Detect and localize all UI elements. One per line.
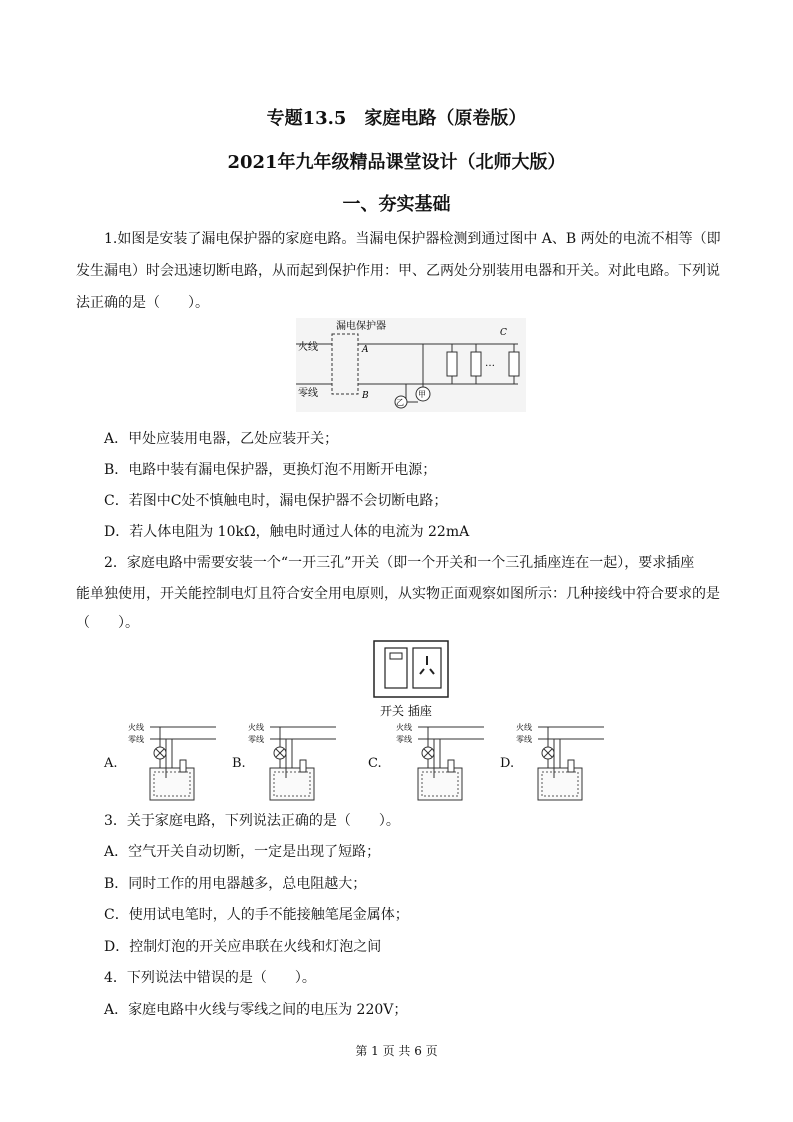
section-heading: 一、夯实基础 [342, 194, 451, 215]
q3-option-c: C．使用试电笔时，人的手不能接触笔尾金属体； [104, 907, 409, 923]
neutral-label: 零线 [248, 735, 264, 744]
choice-letter: D. [500, 756, 515, 771]
switch-socket-figure [373, 640, 449, 722]
q3-option-b: B．同时工作的用电器越多，总电阻越大； [104, 876, 367, 892]
wiring-diagram [396, 720, 486, 804]
q2-stem-line-3: （ ）。 [76, 615, 139, 631]
neutral-label: 零线 [516, 735, 532, 744]
live-label: 火线 [298, 342, 318, 353]
neutral-label: 零线 [396, 735, 412, 744]
q1-option-c: C．若图中C处不慎触电时，漏电保护器不会切断电路； [104, 493, 448, 509]
jia-label: 甲 [418, 390, 426, 399]
q4-option-a: A．家庭电路中火线与零线之间的电压为 220V； [104, 1002, 408, 1018]
q3-option-a: A．空气开关自动切断，一定是出现了短路； [104, 844, 381, 860]
q1-option-d: D．若人体电阻为 10kΩ，触电时通过人体的电流为 22mA [104, 524, 470, 540]
q1-option-b: B．电路中装有漏电保护器，更换灯泡不用断开电源； [104, 462, 437, 478]
q1-stem-line-2: 发生漏电）时会迅速切断电路，从而起到保护作用：甲、乙两处分别装用电器和开关。对此电路。下列说 [76, 263, 720, 279]
q4-stem: 4．下列说法中错误的是（ ）。 [104, 970, 316, 986]
live-label: 火线 [516, 723, 532, 732]
q2-stem-line-1: 2．家庭电路中需要安装一个“一开三孔”开关（即一个开关和一个三孔插座连在一起），要求插座 [104, 555, 695, 571]
page-footer: 第 1 页 共 6 页 [355, 1044, 438, 1058]
point-b-label: B [362, 391, 369, 401]
q1-circuit-figure [296, 318, 526, 412]
dots-label: … [485, 358, 495, 369]
point-a-label: A [362, 345, 369, 355]
wiring-diagram [128, 720, 218, 804]
q3-option-d: D．控制灯泡的开关应串联在火线和灯泡之间 [104, 939, 382, 955]
yi-label: 乙 [396, 398, 404, 407]
live-label: 火线 [128, 723, 144, 732]
choice-letter: B. [232, 756, 246, 771]
neutral-label: 零线 [128, 735, 144, 744]
choice-letter: C. [368, 756, 382, 771]
neutral-label: 零线 [298, 388, 318, 399]
q3-stem: 3．关于家庭电路，下列说法正确的是（ ）。 [104, 813, 400, 829]
switch-socket-caption: 开关 插座 [380, 704, 432, 718]
live-label: 火线 [396, 723, 412, 732]
protector-label: 漏电保护器 [336, 321, 386, 332]
live-label: 火线 [248, 723, 264, 732]
q1-stem-line-1: 1.如图是安装了漏电保护器的家庭电路。当漏电保护器检测到通过图中 A、B 两处的电流不相等（即 [104, 231, 721, 247]
page-subtitle: 2021年九年级精品课堂设计（北师大版） [227, 152, 566, 173]
q1-option-a: A．甲处应装用电器，乙处应装开关； [104, 431, 339, 447]
q1-stem-line-3: 法正确的是（ ）。 [76, 295, 209, 311]
point-c-label: C [500, 328, 507, 338]
wiring-diagram [516, 720, 606, 804]
wiring-diagram [248, 720, 338, 804]
choice-letter: A. [104, 756, 118, 771]
page-title: 专题13.5 家庭电路（原卷版） [266, 108, 527, 129]
q2-stem-line-2: 能单独使用，开关能控制电灯且符合安全用电原则，从实物正面观察如图所示：几种接线中符合要求的是 [76, 586, 720, 602]
